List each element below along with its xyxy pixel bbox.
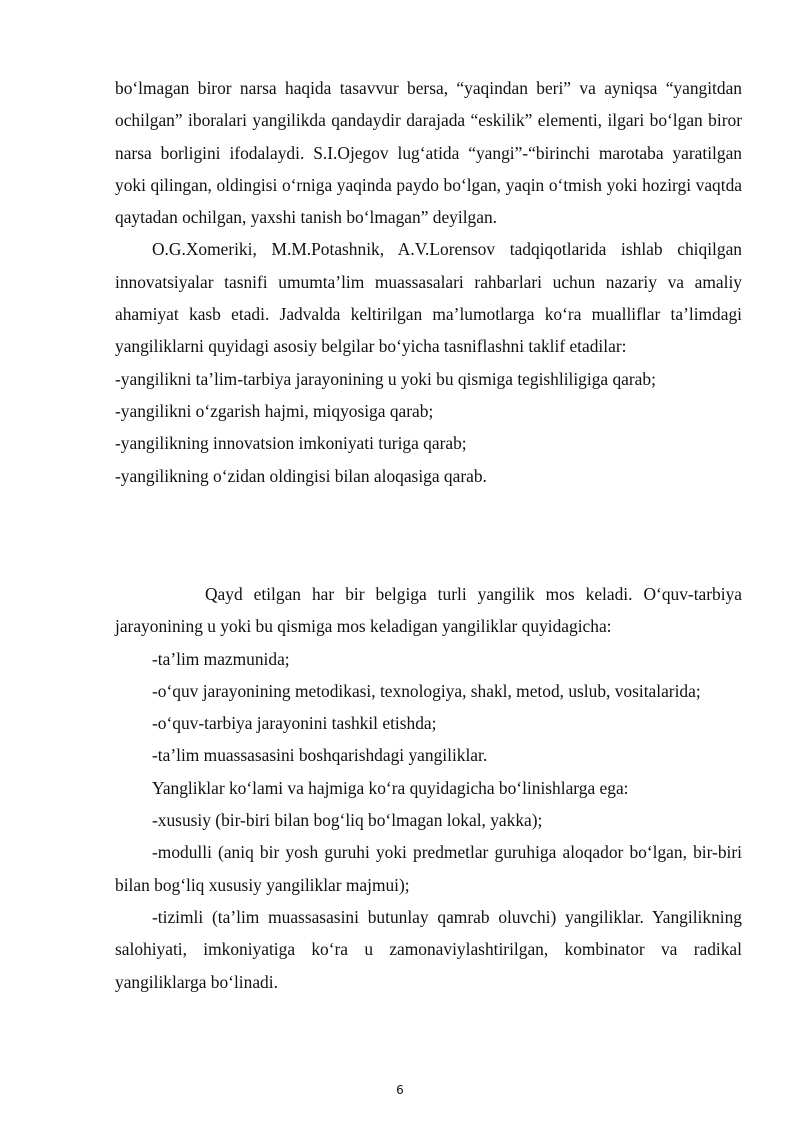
page-number: 6 bbox=[396, 1083, 404, 1097]
text-block-1 bbox=[115, 72, 742, 492]
scale-item-2: -modulli (aniq bir yosh guruhi yoki predmetlar guruhiga aloqador bo‘lgan, bir-biri bilan bog‘liq xususiy yangiliklar majmui); bbox=[115, 842, 742, 895]
criteria-item-1: -yangilikni ta’lim-tarbiya jarayonining u yoki bu qismiga tegishliligiga qarab; bbox=[115, 368, 656, 389]
text-block-2 bbox=[115, 578, 742, 998]
area-item-1: -ta’lim mazmunida; bbox=[152, 648, 290, 669]
paragraph-areas-intro: Qayd etilgan har bir belgiga turli yangilik mos keladi. O‘quv-tarbiya jarayonining u yoki bu qismiga mos keladigan yangiliklar quyidagicha: bbox=[115, 584, 742, 637]
paragraph-classification-intro: O.G.Xomeriki, M.M.Potashnik, A.V.Lorensov tadqiqotlarida ishlab chiqilgan innovatsiyalar tasnifi umumta’lim muassasalari rahbarlari uchun nazariy va amaliy ahamiyat kasb etadi. Jadvalda keltirilgan ma’lumotlarga ko‘ra mualliflar ta’limdagi yangiliklarni quyidagi asosiy belgilar bo‘yicha tasniflashni taklif etadilar: bbox=[115, 239, 742, 357]
paragraph-novelty-definition: bo‘lmagan biror narsa haqida tasavvur bersa, “yaqindan beri” va ayniqsa “yangitdan ochilgan” iboralari yangilikda qandaydir darajada “eskilik” elementi, ilgari bo‘lgan biror narsa borligini ifodalaydi. S.I.Ojegov lug‘atida “yangi”-“birinchi marotaba yaratilgan yoki qilingan, oldingisi o‘rniga yaqinda paydo bo‘lgan, yaqin o‘tmish yoki hozirgi vaqtda qaytadan ochilgan, yaxshi tanish bo‘lmagan” deyilgan. bbox=[115, 78, 742, 228]
criteria-item-4: -yangilikning o‘zidan oldingisi bilan aloqasiga qarab. bbox=[115, 465, 487, 486]
area-item-2: -o‘quv jarayonining metodikasi, texnologiya, shakl, metod, uslub, vositalarida; bbox=[152, 680, 701, 701]
criteria-item-2: -yangilikni o‘zgarish hajmi, miqyosiga qarab; bbox=[115, 400, 434, 421]
area-item-3: -o‘quv-tarbiya jarayonini tashkil etishda; bbox=[152, 713, 437, 734]
scale-item-3: -tizimli (ta’lim muassasasini butunlay qamrab oluvchi) yangiliklar. Yangilikning salohiyati, imkoniyatiga ko‘ra u zamonaviylashtirilgan, kombinator va radikal yangiliklarga bo‘linadi. bbox=[115, 906, 742, 992]
criteria-item-3: -yangilikning innovatsion imkoniyati turiga qarab; bbox=[115, 433, 467, 454]
area-item-4: -ta’lim muassasasini boshqarishdagi yangiliklar. bbox=[152, 745, 488, 766]
paragraph-scale-intro: Yangliklar ko‘lami va hajmiga ko‘ra quyidagicha bo‘linishlarga ega: bbox=[152, 777, 629, 798]
scale-item-1: -xususiy (bir-biri bilan bog‘liq bo‘lmagan lokal, yakka); bbox=[152, 810, 543, 831]
